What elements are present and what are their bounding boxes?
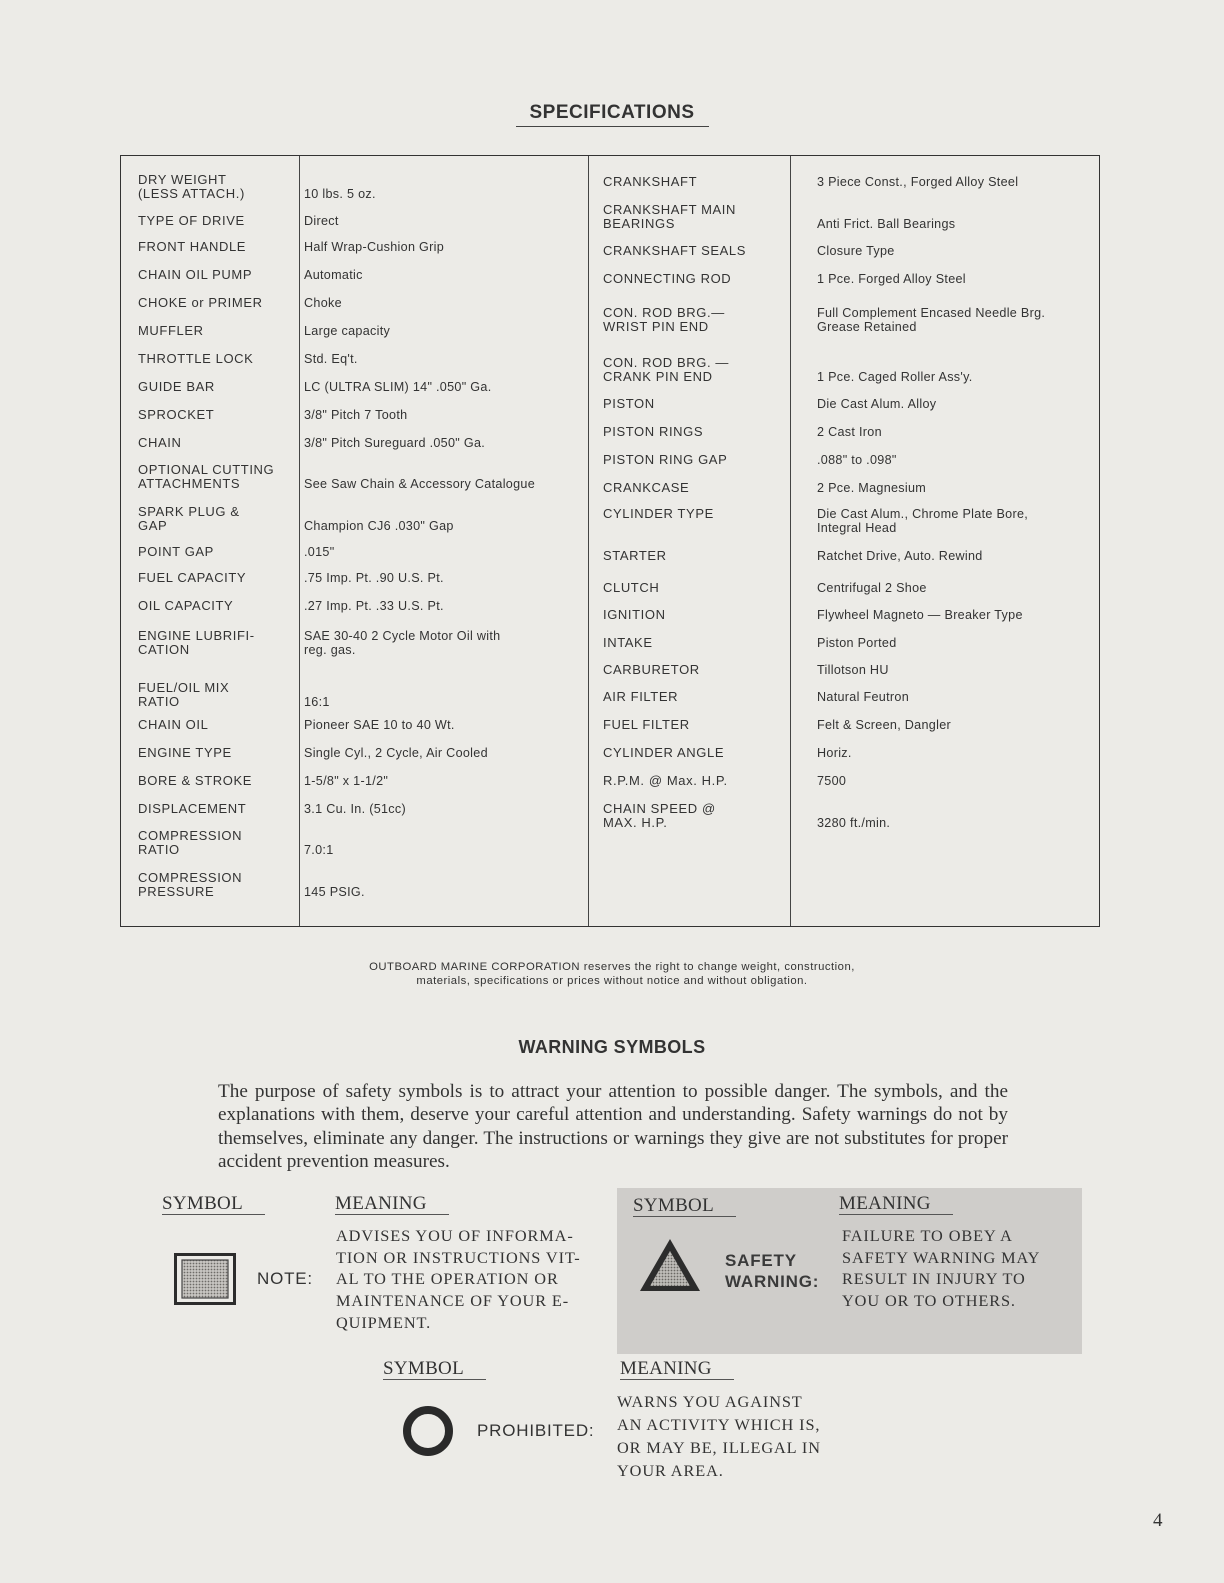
right-spec-value: Piston Ported xyxy=(817,636,897,650)
right-spec-value: Felt & Screen, Dangler xyxy=(817,718,951,732)
right-spec-value: 7500 xyxy=(817,774,847,788)
safety-symbol-header: SYMBOL xyxy=(633,1195,736,1217)
right-spec-label: STARTER xyxy=(603,548,667,563)
right-spec-value: 2 Pce. Magnesium xyxy=(817,481,927,495)
note-meaning-header: MEANING xyxy=(335,1193,449,1215)
right-spec-label: INTAKE xyxy=(603,635,653,650)
note-symbol-header: SYMBOL xyxy=(162,1193,265,1215)
right-spec-value: Flywheel Magneto — Breaker Type xyxy=(817,608,1023,622)
left-spec-value: .015" xyxy=(304,545,335,559)
right-spec-value: 1 Pce. Caged Roller Ass'y. xyxy=(817,370,973,384)
left-spec-value: 10 lbs. 5 oz. xyxy=(304,187,376,201)
note-label: NOTE: xyxy=(257,1269,313,1288)
left-spec-value: See Saw Chain & Accessory Catalogue xyxy=(304,477,536,491)
left-spec-label: CHAIN OIL xyxy=(138,717,209,732)
right-spec-value: Horiz. xyxy=(817,746,852,760)
left-spec-value: Choke xyxy=(304,296,342,310)
left-spec-value: Direct xyxy=(304,214,339,228)
left-spec-label: GUIDE BAR xyxy=(138,379,215,394)
left-spec-value: 3/8" Pitch 7 Tooth xyxy=(304,408,408,422)
left-spec-label: THROTTLE LOCK xyxy=(138,351,254,366)
left-spec-value: Pioneer SAE 10 to 40 Wt. xyxy=(304,718,455,732)
left-spec-label: DISPLACEMENT xyxy=(138,801,247,816)
left-spec-value: SAE 30-40 2 Cycle Motor Oil with reg. gas. xyxy=(304,629,501,657)
prohibited-label: PROHIBITED: xyxy=(477,1421,595,1440)
right-spec-label: CRANKSHAFT MAIN BEARINGS xyxy=(603,202,736,231)
table-divider xyxy=(790,156,791,926)
left-spec-label: BORE & STROKE xyxy=(138,773,252,788)
left-spec-value: Champion CJ6 .030" Gap xyxy=(304,519,454,533)
specifications-table xyxy=(120,155,1100,927)
right-spec-label: AIR FILTER xyxy=(603,689,679,704)
prohibited-symbol-header: SYMBOL xyxy=(383,1358,486,1380)
right-spec-value: Natural Feutron xyxy=(817,690,909,704)
right-spec-label: CRANKSHAFT SEALS xyxy=(603,243,747,258)
right-spec-label: PISTON xyxy=(603,396,655,411)
right-spec-value: Die Cast Alum. Alloy xyxy=(817,397,937,411)
left-spec-label: DRY WEIGHT (LESS ATTACH.) xyxy=(138,172,245,201)
prohibited-meaning-text: WARNS YOU AGAINST AN ACTIVITY WHICH IS, OR MAY BE, ILLEGAL IN YOUR AREA. xyxy=(617,1392,821,1480)
left-spec-label: FUEL CAPACITY xyxy=(138,570,247,585)
left-spec-value: LC (ULTRA SLIM) 14" .050" Ga. xyxy=(304,380,492,394)
right-spec-label: CON. ROD BRG.— WRIST PIN END xyxy=(603,305,725,334)
right-spec-label: CLUTCH xyxy=(603,580,660,595)
left-spec-label: OPTIONAL CUTTING ATTACHMENTS xyxy=(138,462,275,491)
left-spec-value: 7.0:1 xyxy=(304,843,334,857)
specifications-title: SPECIFICATIONS xyxy=(0,102,1224,124)
safety-meaning-header: MEANING xyxy=(839,1193,953,1215)
note-meaning-text: ADVISES YOU OF INFORMA- TION OR INSTRUCTIONS VIT- AL TO THE OPERATION OR MAINTENANCE OF YOUR E- QUIPMENT. xyxy=(336,1226,581,1332)
left-spec-label: OIL CAPACITY xyxy=(138,598,234,613)
safety-meaning-text: FAILURE TO OBEY A SAFETY WARNING MAY RESULT IN INJURY TO YOU OR TO OTHERS. xyxy=(842,1226,1041,1311)
left-spec-value: 3.1 Cu. In. (51cc) xyxy=(304,802,406,816)
table-divider xyxy=(588,156,589,926)
right-spec-value: 3 Piece Const., Forged Alloy Steel xyxy=(817,175,1019,189)
right-spec-label: IGNITION xyxy=(603,607,666,622)
left-spec-label: FRONT HANDLE xyxy=(138,239,247,254)
left-spec-value: Half Wrap-Cushion Grip xyxy=(304,240,445,254)
right-spec-label: CON. ROD BRG. — CRANK PIN END xyxy=(603,355,730,384)
left-spec-label: POINT GAP xyxy=(138,544,214,559)
left-spec-label: CHAIN OIL PUMP xyxy=(138,267,253,282)
left-spec-value: Large capacity xyxy=(304,324,391,338)
right-spec-value: Full Complement Encased Needle Brg. Grease Retained xyxy=(817,306,1046,334)
right-spec-label: R.P.M. @ Max. H.P. xyxy=(603,773,728,788)
left-spec-value: .75 Imp. Pt. .90 U.S. Pt. xyxy=(304,571,444,585)
left-spec-label: SPARK PLUG & GAP xyxy=(138,504,240,533)
note-square-icon xyxy=(174,1253,234,1303)
left-spec-value: Std. Eq't. xyxy=(304,352,358,366)
right-spec-label: CYLINDER TYPE xyxy=(603,506,714,521)
left-spec-value: Automatic xyxy=(304,268,363,282)
right-spec-value: Anti Frict. Ball Bearings xyxy=(817,217,956,231)
right-spec-value: Die Cast Alum., Chrome Plate Bore, Integral Head xyxy=(817,507,1029,535)
left-spec-value: Single Cyl., 2 Cycle, Air Cooled xyxy=(304,746,488,760)
right-spec-label: CRANKSHAFT xyxy=(603,174,698,189)
right-spec-value: Ratchet Drive, Auto. Rewind xyxy=(817,549,983,563)
right-spec-label: CONNECTING ROD xyxy=(603,271,732,286)
left-spec-label: TYPE OF DRIVE xyxy=(138,213,245,228)
left-spec-label: COMPRESSION PRESSURE xyxy=(138,870,243,899)
right-spec-value: Tillotson HU xyxy=(817,663,889,677)
right-spec-value: 3280 ft./min. xyxy=(817,816,891,830)
left-spec-label: CHAIN xyxy=(138,435,182,450)
right-spec-label: CHAIN SPEED @ MAX. H.P. xyxy=(603,801,716,830)
page-number: 4 xyxy=(1153,1510,1163,1531)
prohibited-circle-icon xyxy=(402,1405,454,1457)
left-spec-value: 1-5/8" x 1-1/2" xyxy=(304,774,389,788)
warning-triangle-icon xyxy=(637,1236,703,1294)
left-spec-label: ENGINE TYPE xyxy=(138,745,232,760)
right-spec-value: 1 Pce. Forged Alloy Steel xyxy=(817,272,966,286)
disclaimer-notice: OUTBOARD MARINE CORPORATION reserves the right to change weight, construction, materials, specifications or prices without notice and without obligation. xyxy=(369,961,855,987)
warning-intro-paragraph: The purpose of safety symbols is to attract your attention to possible danger. The symbols, and the explanations with them, deserve your careful attention and understanding. Safety warnings do not by themselves, eliminate any danger. The instructions or warnings they give are not substitutes for proper accident prevention measures. xyxy=(218,1081,1008,1172)
left-spec-value: 145 PSIG. xyxy=(304,885,365,899)
left-spec-value: .27 Imp. Pt. .33 U.S. Pt. xyxy=(304,599,444,613)
warning-symbols-title: WARNING SYMBOLS xyxy=(518,1037,706,1057)
left-spec-label: COMPRESSION RATIO xyxy=(138,828,243,857)
right-spec-value: Closure Type xyxy=(817,244,895,258)
right-spec-label: CYLINDER ANGLE xyxy=(603,745,725,760)
right-spec-label: PISTON RINGS xyxy=(603,424,704,439)
right-spec-label: CARBURETOR xyxy=(603,662,700,677)
left-spec-label: CHOKE or PRIMER xyxy=(138,295,263,310)
left-spec-value: 16:1 xyxy=(304,695,330,709)
left-spec-label: ENGINE LUBRIFI- CATION xyxy=(138,628,255,657)
left-spec-label: SPROCKET xyxy=(138,407,215,422)
left-spec-value: 3/8" Pitch Sureguard .050" Ga. xyxy=(304,436,486,450)
right-spec-label: PISTON RING GAP xyxy=(603,452,728,467)
safety-warning-label: SAFETY WARNING: xyxy=(725,1251,820,1291)
left-spec-label: FUEL/OIL MIX RATIO xyxy=(138,680,230,709)
right-spec-label: CRANKCASE xyxy=(603,480,690,495)
right-spec-value: .088" to .098" xyxy=(817,453,897,467)
right-spec-value: Centrifugal 2 Shoe xyxy=(817,581,927,595)
prohibited-meaning-header: MEANING xyxy=(620,1358,734,1380)
right-spec-value: 2 Cast Iron xyxy=(817,425,882,439)
right-spec-label: FUEL FILTER xyxy=(603,717,690,732)
left-spec-label: MUFFLER xyxy=(138,323,204,338)
table-divider xyxy=(299,156,300,926)
